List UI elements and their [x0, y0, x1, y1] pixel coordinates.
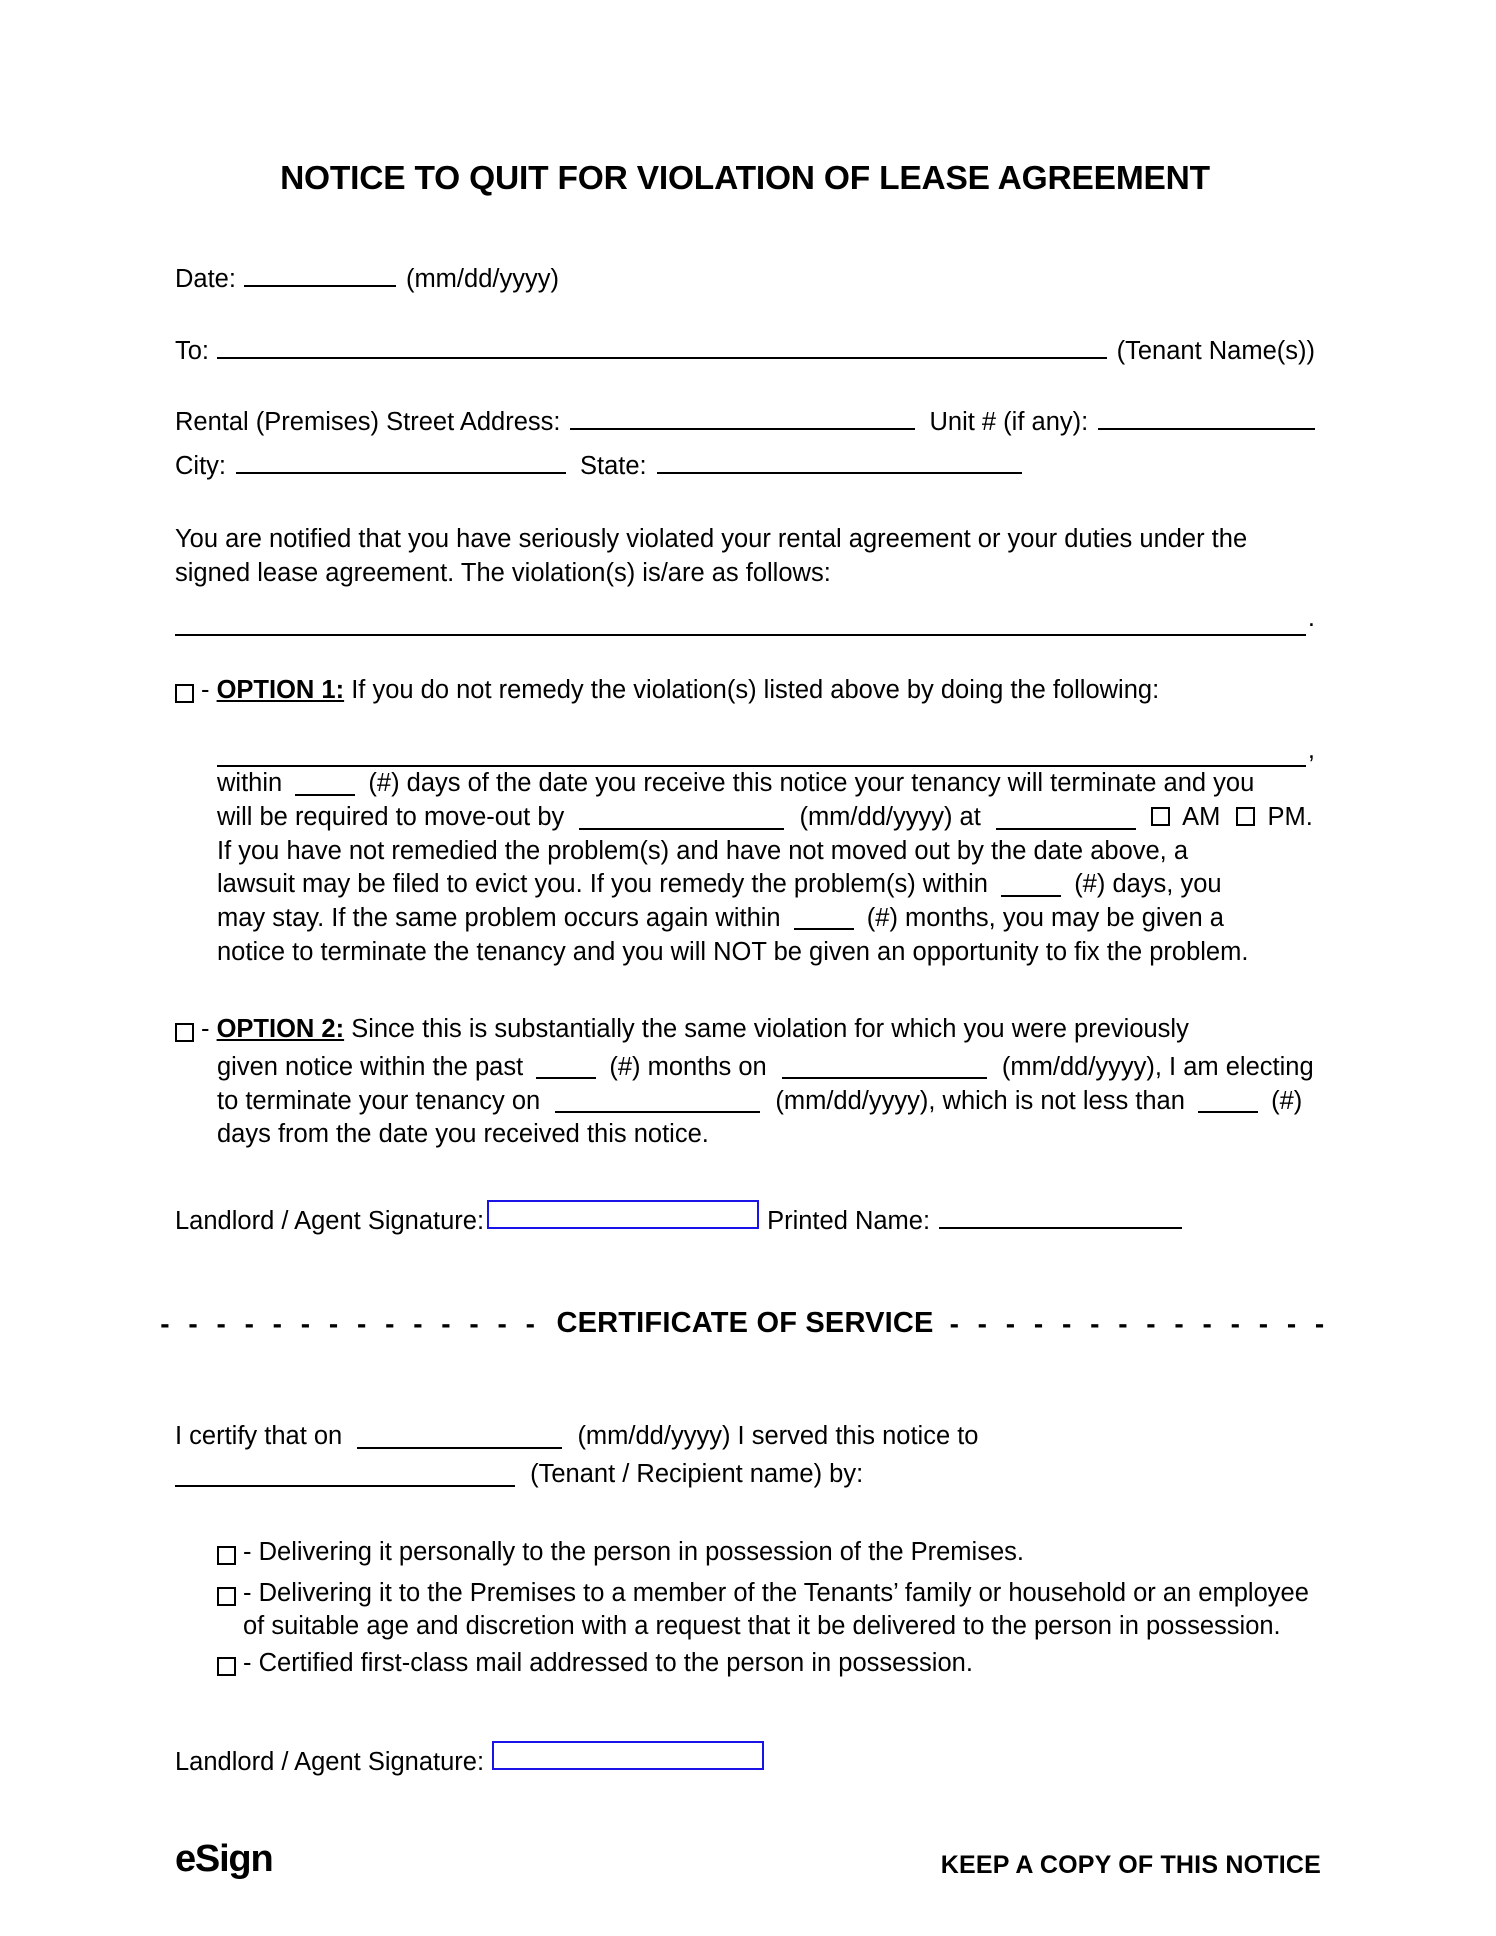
service-method-label: Delivering it to the Premises to a member of the Tenants’ family or household or an employee of suitable age and discretion with a request that it be delivered to the person in possession. — [243, 1578, 1309, 1641]
option-1-remedy-prefix: lawsuit may be filed to evict you. If you remedy the problem(s) within — [217, 870, 988, 899]
option-1-line-within — [217, 767, 1315, 801]
option-2-dash: - — [201, 1015, 210, 1044]
city-input[interactable] — [236, 446, 566, 474]
option-1-repeat-prefix: may stay. If the same problem occurs again within — [217, 903, 781, 932]
option-1-body — [217, 734, 1315, 970]
option-1-within-prefix: within — [217, 769, 283, 798]
signature-block-2 — [175, 1741, 1315, 1776]
checkbox-icon[interactable] — [217, 1587, 236, 1606]
recipient-hint: (Tenant / Recipient name) by: — [530, 1460, 864, 1488]
certificate-title: CERTIFICATE OF SERVICE — [556, 1307, 934, 1340]
street-address-row — [175, 402, 1315, 436]
option-1-line-repeat — [217, 902, 1315, 936]
dashes-right-decoration: - - - - - - - - - - - - - - — [949, 1307, 1330, 1339]
option-1-remedy-days-input[interactable] — [1001, 869, 1061, 897]
checkbox-icon[interactable] — [217, 1657, 236, 1676]
tenant-name-hint: (Tenant Name(s)) — [1116, 336, 1315, 365]
option-1-line-moveout — [217, 801, 1315, 835]
page-title: NOTICE TO QUIT FOR VIOLATION OF LEASE AGREEMENT — [280, 160, 1210, 197]
service-method-dash: - — [243, 1649, 252, 1678]
landlord-signature-label: Landlord / Agent Signature: — [175, 1206, 485, 1235]
option-2-terminate-suffix: (#) — [1271, 1086, 1303, 1115]
unit-label: Unit # (if any): — [929, 408, 1089, 436]
option-1-remedy-row — [217, 734, 1315, 768]
service-method-label: Certified first-class mail addressed to the person in possession. — [258, 1649, 973, 1678]
service-method-item[interactable] — [217, 1536, 1315, 1574]
street-address-label: Rental (Premises) Street Address: — [175, 408, 561, 436]
dashes-left-decoration: - - - - - - - - - - - - - - — [160, 1307, 541, 1339]
certify-paragraph — [175, 1420, 1315, 1491]
service-method-checkbox-wrap[interactable] — [217, 1577, 236, 1615]
to-label: To: — [175, 336, 210, 365]
signature-block-1 — [175, 1200, 1315, 1235]
printed-name-label: Printed Name: — [767, 1206, 931, 1235]
checkbox-icon[interactable] — [175, 684, 194, 703]
option-1-days-input[interactable] — [295, 768, 355, 796]
notification-line-1: You are notified that you have seriously violated your rental agreement or your duties under the — [175, 525, 1248, 553]
option-1-line-lawsuit-1: If you have not remedied the problem(s) and have not moved out by the date above, a — [217, 836, 1189, 865]
option-1-remedy-input[interactable] — [217, 739, 1306, 767]
city-label: City: — [175, 451, 226, 480]
am-label: AM — [1182, 802, 1221, 831]
date-label: Date: — [175, 265, 236, 293]
street-address-input[interactable] — [570, 402, 915, 430]
option-2-headline: Since this is substantially the same violation for which you were previously — [351, 1015, 1189, 1044]
option-1-trailing-comma: , — [1307, 735, 1315, 764]
option-2-row[interactable] — [175, 1013, 1315, 1051]
option-1-moveout-date-input[interactable] — [579, 802, 784, 830]
landlord-signature-input-2[interactable] — [492, 1741, 764, 1770]
violation-description-row — [175, 602, 1315, 636]
option-1-label: OPTION 1: — [216, 675, 345, 704]
page-footer — [175, 1840, 1321, 1878]
notification-paragraph — [175, 523, 1315, 590]
option-2-line-past — [217, 1051, 1315, 1085]
option-1-headline: If you do not remedy the violation(s) listed above by doing the following: — [351, 675, 1160, 704]
service-method-checkbox-wrap[interactable] — [217, 1647, 236, 1685]
document-body — [160, 0, 1330, 1777]
option-2-line-final: days from the date you received this notice. — [217, 1120, 709, 1149]
option-1-repeat-months-input[interactable] — [794, 902, 854, 930]
option-2-label: OPTION 2: — [216, 1015, 345, 1044]
notification-line-2: signed lease agreement. The violation(s) is/are as follows: — [175, 558, 831, 587]
am-checkbox-icon[interactable] — [1151, 807, 1170, 826]
option-1-text — [201, 674, 1315, 708]
pm-label: PM. — [1267, 802, 1313, 831]
option-1-checkbox-wrap[interactable] — [175, 674, 194, 712]
landlord-signature-label-2: Landlord / Agent Signature: — [175, 1748, 485, 1777]
option-2-text — [201, 1013, 1315, 1047]
tenant-row — [175, 331, 1315, 365]
option-2-checkbox-wrap[interactable] — [175, 1013, 194, 1051]
option-2-terminate-mid: (mm/dd/yyyy), which is not less than — [775, 1086, 1185, 1115]
service-method-text — [243, 1647, 1315, 1681]
date-input[interactable] — [244, 259, 396, 287]
unit-input[interactable] — [1098, 402, 1315, 430]
option-1-moveout-suffix: (mm/dd/yyyy) at — [799, 802, 981, 831]
option-2-past-suffix: (mm/dd/yyyy), I am electing — [1001, 1052, 1314, 1081]
violation-description-input[interactable] — [175, 618, 1306, 636]
violation-trailing-period: . — [1307, 604, 1315, 633]
certify-line-2 — [175, 1458, 1315, 1492]
option-1-moveout-prefix: will be required to move-out by — [217, 802, 565, 831]
city-state-row — [175, 446, 1315, 480]
certify-line-1 — [175, 1420, 1315, 1454]
option-2-body — [217, 1051, 1315, 1152]
state-label: State: — [580, 451, 647, 480]
service-method-text — [243, 1536, 1315, 1570]
recipient-name-input[interactable] — [175, 1459, 515, 1487]
option-1-row[interactable] — [175, 674, 1315, 712]
checkbox-icon[interactable] — [217, 1546, 236, 1565]
service-method-dash: - — [243, 1537, 252, 1566]
service-method-item[interactable] — [217, 1577, 1315, 1645]
service-method-item[interactable] — [217, 1647, 1315, 1685]
tenant-name-input[interactable] — [217, 331, 1107, 359]
service-method-text — [243, 1577, 1315, 1645]
service-method-dash: - — [243, 1578, 252, 1607]
option-1-repeat-suffix: (#) months, you may be given a — [866, 903, 1224, 932]
footer-note: KEEP A COPY OF THIS NOTICE — [940, 1851, 1321, 1879]
service-method-label: Delivering it personally to the person in possession of the Premises. — [258, 1537, 1024, 1566]
date-format-hint: (mm/dd/yyyy) — [405, 265, 559, 293]
state-input[interactable] — [657, 446, 1022, 474]
certificate-of-service-header — [160, 1307, 1330, 1340]
date-row — [175, 259, 1315, 293]
option-2-past-prefix: given notice within the past — [217, 1052, 524, 1081]
pm-checkbox-icon[interactable] — [1236, 807, 1255, 826]
landlord-signature-input[interactable] — [487, 1200, 759, 1229]
service-method-list — [217, 1536, 1315, 1686]
option-1-dash: - — [201, 675, 210, 704]
option-2-terminate-date-input[interactable] — [555, 1085, 760, 1113]
printed-name-input[interactable] — [939, 1201, 1182, 1229]
option-1-within-suffix: (#) days of the date you receive this notice your tenancy will terminate and you — [368, 769, 1255, 798]
option-1-remedy-suffix: (#) days, you — [1074, 870, 1222, 899]
service-method-checkbox-wrap[interactable] — [217, 1536, 236, 1574]
option-2-past-months-input[interactable] — [536, 1051, 596, 1079]
certify-prefix: I certify that on — [175, 1422, 343, 1451]
certify-suffix: (mm/dd/yyyy) I served this notice to — [577, 1422, 979, 1451]
checkbox-icon[interactable] — [175, 1023, 194, 1042]
option-1-line-lawsuit-2 — [217, 868, 1315, 902]
option-2-notice-days-input[interactable] — [1198, 1085, 1258, 1113]
option-1-moveout-time-input[interactable] — [996, 802, 1136, 830]
option-2-terminate-prefix: to terminate your tenancy on — [217, 1086, 541, 1115]
option-1-line-final: notice to terminate the tenancy and you will NOT be given an opportunity to fix the problem. — [217, 937, 1249, 966]
service-date-input[interactable] — [357, 1421, 562, 1449]
esign-logo: eSign — [175, 1838, 273, 1880]
option-2-line-terminate — [217, 1085, 1315, 1119]
option-2-prior-notice-date-input[interactable] — [782, 1051, 987, 1079]
option-2-past-mid: (#) months on — [609, 1052, 767, 1081]
